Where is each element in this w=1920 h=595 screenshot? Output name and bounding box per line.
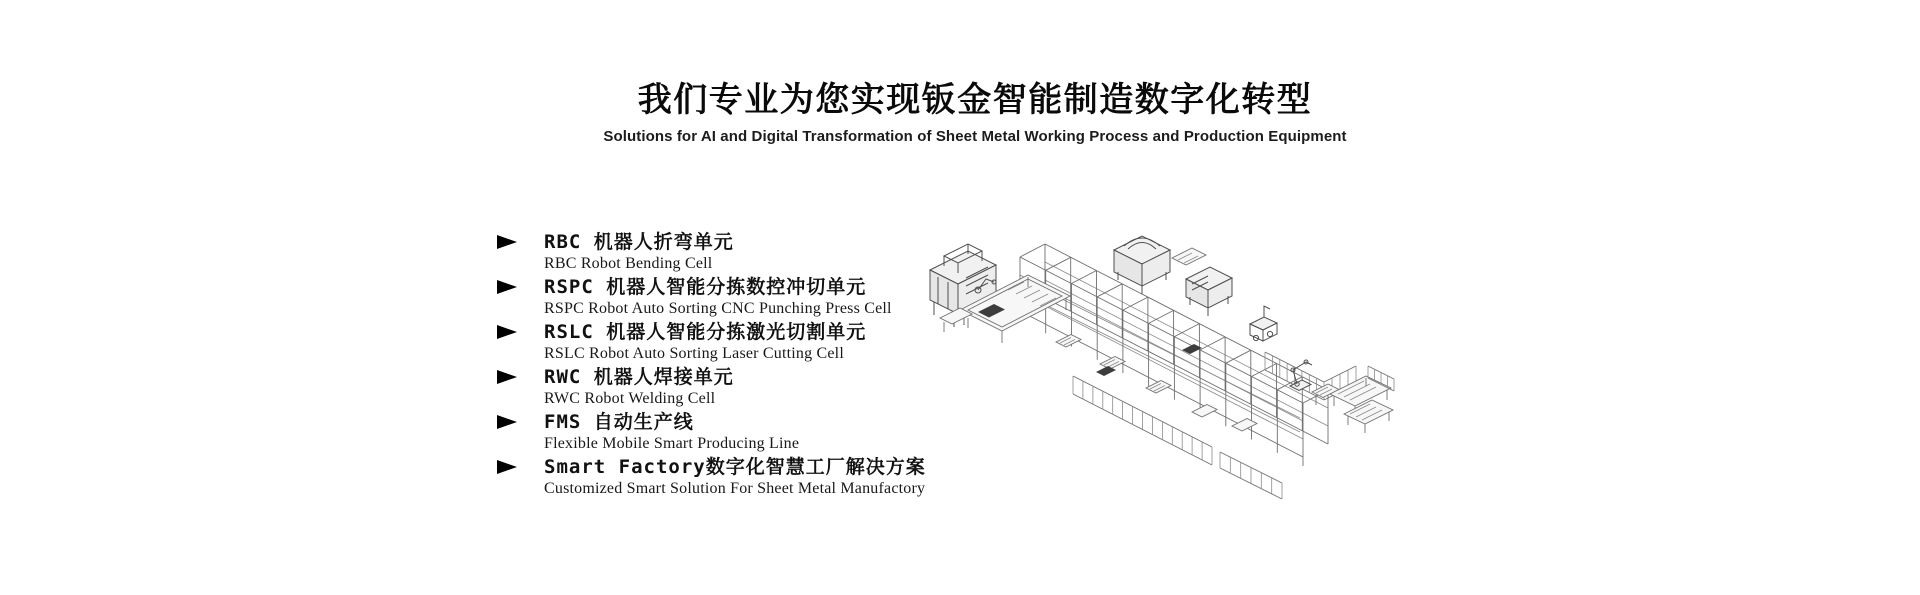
page-subtitle: Solutions for AI and Digital Transformation of Sheet Metal Working Process and Production Equipment xyxy=(603,128,1347,145)
product-name-zh: RBC 机器人折弯单元 xyxy=(544,231,734,253)
product-name-en: RWC Robot Welding Cell xyxy=(544,390,716,407)
product-name-zh: FMS 自动生产线 xyxy=(544,411,694,433)
hero-banner xyxy=(470,80,1480,145)
storage-rack xyxy=(1020,244,1328,466)
list-item-text xyxy=(544,456,926,499)
list-item xyxy=(496,231,926,276)
arrow-bullet-icon xyxy=(496,279,518,295)
product-name-en: RSPC Robot Auto Sorting CNC Punching Press Cell xyxy=(544,300,892,317)
list-item xyxy=(496,366,926,411)
product-name-zh: Smart Factory数字化智慧工厂解决方案 xyxy=(544,456,926,478)
list-item-text xyxy=(544,231,734,274)
product-name-zh: RWC 机器人焊接单元 xyxy=(544,366,734,388)
list-item xyxy=(496,321,926,366)
list-item-text xyxy=(544,321,866,364)
arrow-bullet-icon xyxy=(496,459,518,475)
arrow-bullet-icon xyxy=(496,369,518,385)
outfeed-conveyors xyxy=(1330,366,1394,433)
product-name-en: Customized Smart Solution For Sheet Metal Manufactory xyxy=(544,480,926,497)
list-item xyxy=(496,411,926,456)
product-name-en: RBC Robot Bending Cell xyxy=(544,255,713,272)
product-name-en: Flexible Mobile Smart Producing Line xyxy=(544,435,800,452)
arrow-bullet-icon xyxy=(496,234,518,250)
agv-cart xyxy=(1250,306,1277,341)
page-title: 我们专业为您实现钣金智能制造数字化转型 xyxy=(637,81,1313,119)
list-item-text xyxy=(544,411,799,454)
product-list xyxy=(496,231,926,501)
list-item xyxy=(496,276,926,321)
list-item xyxy=(496,456,926,501)
list-item-text xyxy=(544,276,892,319)
arrow-bullet-icon xyxy=(496,324,518,340)
factory-line-illustration xyxy=(920,222,1440,512)
laser-cutting-machine xyxy=(1186,267,1232,316)
arrow-bullet-icon xyxy=(496,414,518,430)
product-name-zh: RSLC 机器人智能分拣激光切割单元 xyxy=(544,321,867,343)
product-name-en: RSLC Robot Auto Sorting Laser Cutting Cell xyxy=(544,345,844,362)
list-item-text xyxy=(544,366,734,409)
product-name-zh: RSPC 机器人智能分拣数控冲切单元 xyxy=(544,276,867,298)
